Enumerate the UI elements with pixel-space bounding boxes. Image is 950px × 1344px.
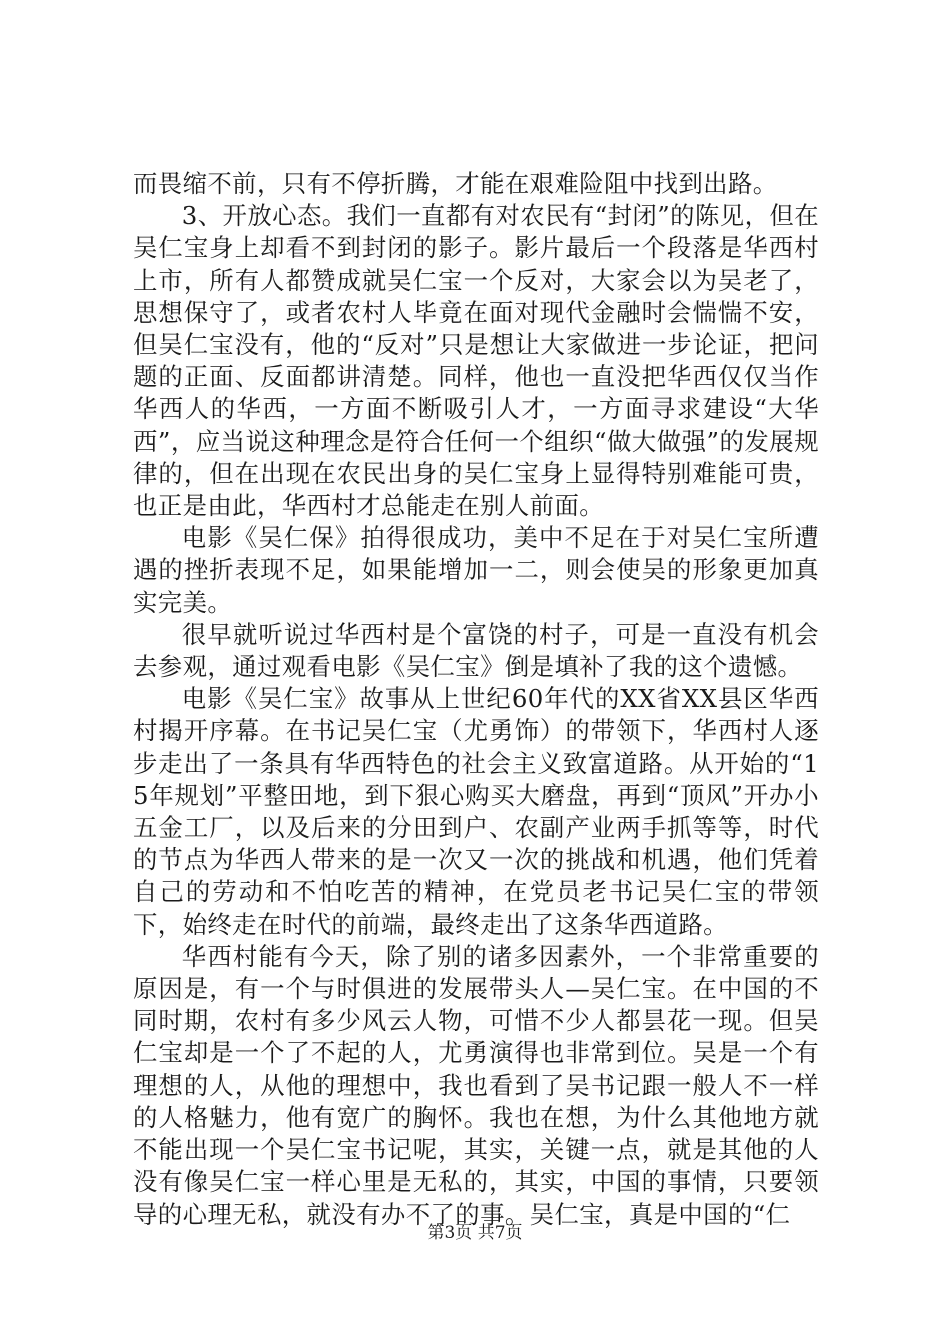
document-body: [133, 168, 819, 1231]
paragraph-heard-of-huaxi: 很早就听说过华西村是个富饶的村子，可是一直没有机会去参观，通过观看电影《吴仁宝》倒是填补了我的这个遗憾。: [133, 619, 819, 682]
paragraph-open-mindset: 3、开放心态。我们一直都有对农民有“封闭”的陈见，但在吴仁宝身上却看不到封闭的影子。影片最后一个段落是华西村上市，所有人都赞成就吴仁宝一个反对，大家会以为吴老了，思想保守了，或者农村人毕竟在面对现代金融时会惴惴不安，但吴仁宝没有，他的“反对”只是想让大家做进一步论证，把问题的正面、反面都讲清楚。同样，他也一直没把华西仅仅当作华西人的华西，一方面不断吸引人才，一方面寻求建设“大华西”，应当说这种理念是符合任何一个组织“做大做强”的发展规律的，但在出现在农民出身的吴仁宝身上显得特别难能可贵，也正是由此，华西村才总能走在别人前面。: [133, 201, 819, 521]
paragraph-film-story: 电影《吴仁宝》故事从上世纪60年代的XX省XX县区华西村揭开序幕。在书记吴仁宝（尤勇饰）的带领下，华西村人逐步走出了一条具有华西特色的社会主义致富道路。从开始的“15年规划”平整田地，到下狠心购买大磨盘，再到“顶风”开办小五金工厂，以及后来的分田到户、农副产业两手抓等等，时代的节点为华西人带来的是一次又一次的挑战和机遇，他们凭着自己的劳动和不怕吃苦的精神，在党员老书记吴仁宝的带领下，始终走在时代的前端，最终走出了这条华西道路。: [133, 684, 819, 939]
page-number-footer: 第3页 共7页: [427, 1223, 523, 1243]
paragraph-film-review: 电影《吴仁保》拍得很成功，美中不足在于对吴仁宝所遭遇的挫折表现不足，如果能增加一二，则会使吴的形象更加真实完美。: [133, 523, 819, 617]
paragraph-continuation: 而畏缩不前，只有不停折腾，才能在艰难险阻中找到出路。: [133, 169, 778, 198]
paragraph-huaxi-today: 华西村能有今天，除了别的诸多因素外，一个非常重要的原因是，有一个与时俱进的发展带头人—吴仁宝。在中国的不同时期，农村有多少风云人物，可惜不少人都昙花一现。但吴仁宝却是一个了不起的人，尤勇演得也非常到位。吴是一个有理想的人，从他的理想中，我也看到了吴书记跟一般人不一样的人格魅力，他有宽广的胸怀。我也在想，为什么其他地方就不能出现一个吴仁宝书记呢，其实，关键一点，就是其他的人没有像吴仁宝一样心里是无私的，其实，中国的事情，只要领导的心理无私，就没有办不了的事。吴仁宝，真是中国的“仁: [133, 941, 819, 1229]
